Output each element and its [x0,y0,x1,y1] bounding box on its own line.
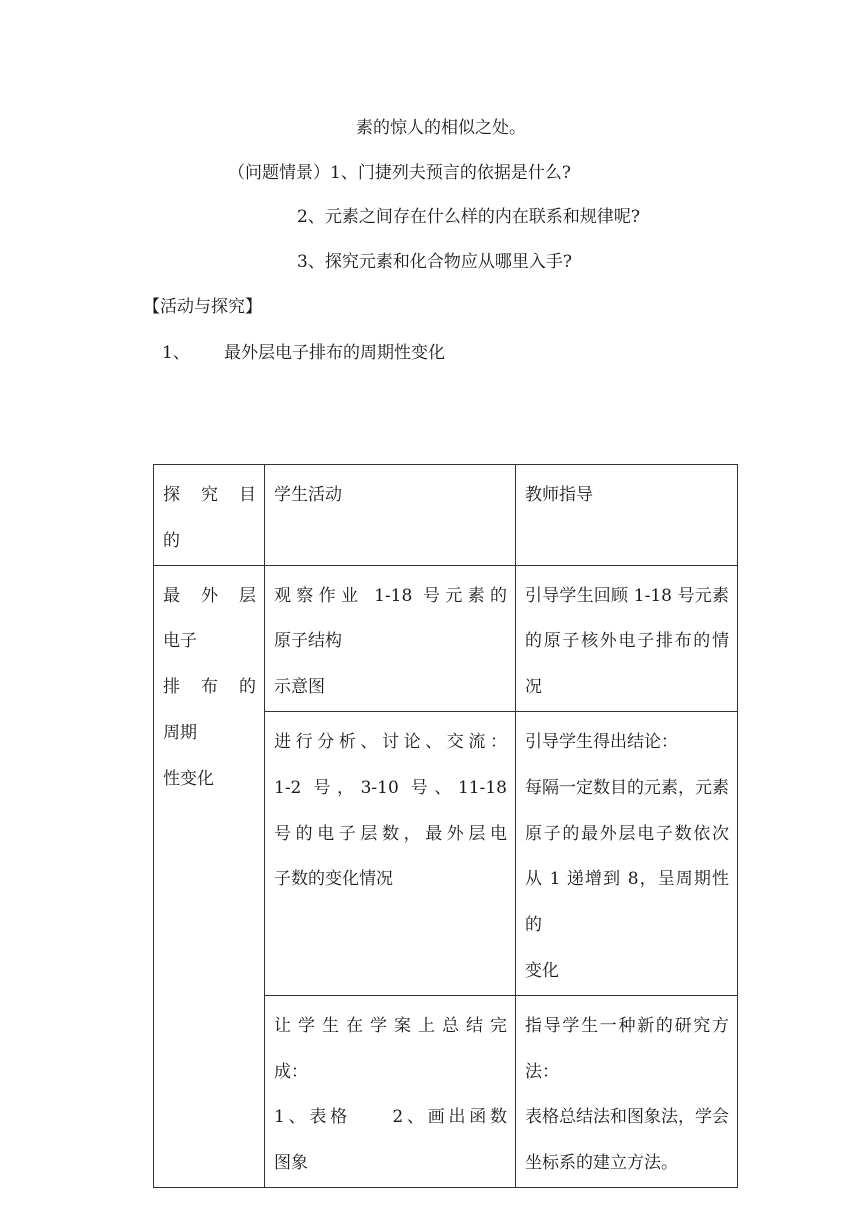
intro-question-2: 2、元素之间存在什么样的内在联系和规律呢? [297,207,640,227]
teacher-guidance-cell [516,995,738,1187]
header-teacher-guidance: 教师指导 [516,465,738,566]
student-activity-cell [265,995,516,1187]
cell-line: 的原子核外电子排布的情 [525,631,729,652]
goal-line: 周期 [163,722,197,743]
cell-line: 图象 [274,1153,308,1174]
intro-question-3: 3、探究元素和化合物应从哪里入手? [297,252,572,272]
cell-line: 号的电子层数，最外层电 [274,823,507,844]
intro-question-1: （问题情景）1、门捷列夫预言的依据是什么? [228,163,571,183]
cell-line: 表格总结法和图象法，学会 [525,1107,729,1128]
section-heading: 【活动与探究】 [143,297,262,317]
header-goal: 探 究 目 的 [154,465,265,566]
cell-line: 从 1 递增到 8，呈周期性的 [525,869,729,936]
cell-line: 1、表格 2、画出函数 [274,1107,507,1128]
goal-line: 性变化 [163,768,214,789]
cell-line: 示意图 [274,677,325,698]
cell-line: 引导学生得出结论： [525,731,678,752]
cell-line: 变化 [525,960,559,981]
goal-line: 最 外 层 [163,585,256,606]
cell-line: 每隔一定数目的元素，元素 [525,777,729,798]
cell-line: 引导学生回顾 1-18 号元素 [525,585,729,606]
goal-line: 排 布 的 [163,677,256,698]
cell-line: 子数的变化情况 [274,869,393,890]
cell-line: 1-2 号，3-10 号、11-18 [274,777,507,798]
section-item-title: 最外层电子排布的周期性变化 [224,343,445,363]
cell-line: 况 [525,677,542,698]
activity-table [153,464,738,1188]
section-item-number: 1、 [162,343,190,363]
header-student-activity: 学生活动 [265,465,516,566]
cell-line: 指导学生一种新的研究方 [525,1015,729,1036]
intro-line-1: 素的惊人的相似之处。 [356,118,526,138]
teacher-guidance-cell [516,711,738,995]
cell-line: 观察作业 1-18 号元素的 [274,585,507,606]
goal-line: 电子 [163,631,197,652]
cell-line: 法： [525,1061,559,1082]
cell-line: 成： [274,1061,308,1082]
table-row [154,565,738,711]
cell-line: 坐标系的建立方法。 [525,1153,678,1174]
teacher-guidance-cell [516,565,738,711]
cell-line: 进行分析、讨论、交流： [274,731,507,752]
goal-cell [154,565,265,1187]
cell-line: 让学生在学案上总结完 [274,1015,507,1036]
student-activity-cell [265,711,516,995]
cell-line: 原子结构 [274,631,342,652]
table-header-row [154,465,738,566]
student-activity-cell [265,565,516,711]
cell-line: 原子的最外层电子数依次 [525,823,729,844]
